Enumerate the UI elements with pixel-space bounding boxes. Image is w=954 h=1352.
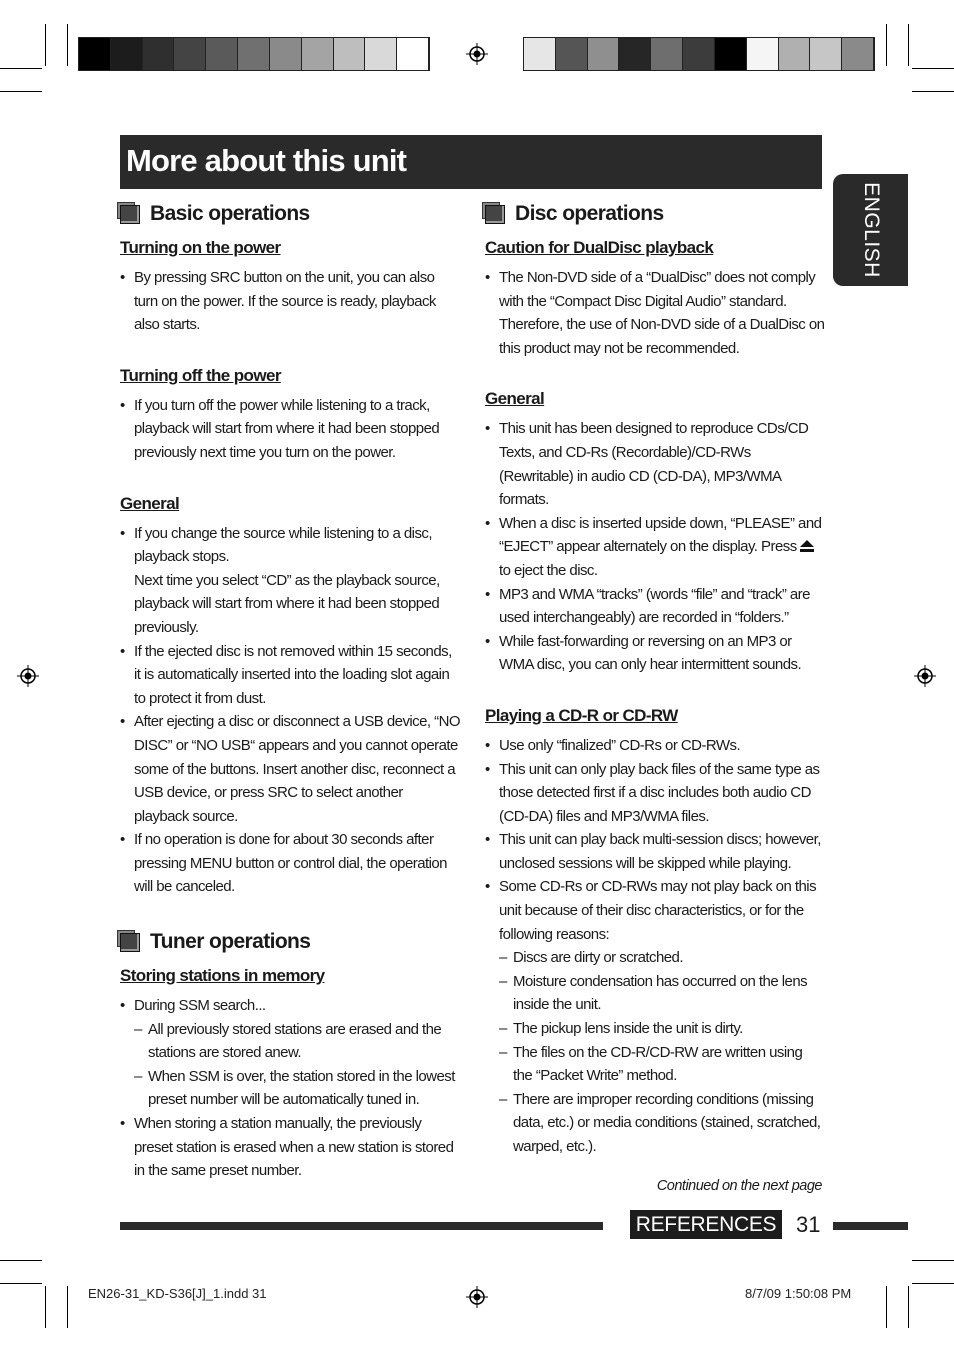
- subheading-turning-on: Turning on the power: [120, 238, 281, 257]
- color-swatch: [619, 38, 651, 70]
- color-swatch: [651, 38, 683, 70]
- list-item: • When storing a station manually, the previously preset station is erased when a new station is stored in the same preset number.: [120, 1112, 460, 1183]
- color-bar-left: [78, 37, 430, 71]
- list-caution: [485, 266, 825, 360]
- left-column: [120, 198, 460, 1183]
- crop-mark: [45, 1286, 46, 1328]
- color-swatch: [588, 38, 620, 70]
- list-subitem: – Moisture condensation has occurred on the lens inside the unit.: [485, 970, 825, 1017]
- list-subitem: – When SSM is over, the station stored in the lowest preset number will be automatically tuned in.: [120, 1065, 460, 1112]
- list-subitem: – All previously stored stations are erased and the stations are stored anew.: [120, 1018, 460, 1065]
- crop-mark: [0, 1260, 42, 1261]
- section-label: REFERENCES: [630, 1210, 782, 1239]
- crop-mark: [0, 1283, 42, 1284]
- subheading-storing-stations: Storing stations in memory: [120, 966, 325, 986]
- list-storing: [120, 994, 460, 1183]
- eject-icon: [800, 540, 814, 552]
- crop-mark: [886, 24, 887, 66]
- list-subitem: – There are improper recording conditions (missing data, etc.) or media conditions (stained, scratched, warped, etc.).: [485, 1088, 825, 1159]
- crop-mark: [886, 1286, 887, 1328]
- section-heading: Basic operations: [150, 202, 310, 225]
- list-item: • This unit can only play back files of the same type as those detected first if a disc includes both audio CD (CD-DA) files and MP3/WMA files.: [485, 758, 825, 829]
- list-item-continuation: Next time you select “CD” as the playback source, playback will start from where it had been stopped previously.: [134, 571, 440, 636]
- crop-mark: [67, 1286, 68, 1328]
- list-general: [120, 522, 460, 900]
- color-swatch: [747, 38, 779, 70]
- crop-mark: [912, 1260, 954, 1261]
- list-subitem: – Discs are dirty or scratched.: [485, 946, 825, 970]
- crop-mark: [0, 91, 42, 92]
- color-swatch: [270, 38, 302, 70]
- section-square-icon: [120, 205, 140, 224]
- list-turning-on: [120, 266, 460, 337]
- subheading-general: General: [485, 389, 545, 409]
- language-tab-label: ENGLISH: [859, 182, 883, 278]
- list-disc-general: [485, 417, 825, 677]
- eject-text-b: to eject the disc.: [499, 561, 598, 579]
- list-item: • If the ejected disc is not removed within 15 seconds, it is automatically inserted into the loading slot again to protect it from dust.: [120, 640, 460, 711]
- page-number: 31: [796, 1212, 821, 1237]
- section-heading: Disc operations: [515, 202, 664, 225]
- subheading-turning-off: Turning off the power: [120, 365, 281, 385]
- color-swatch: [143, 38, 175, 70]
- list-item: • If you turn off the power while listening to a track, playback will start from where it had been stopped previously next time you turn on the power.: [120, 394, 460, 465]
- crop-mark: [908, 1286, 909, 1328]
- crop-mark: [0, 68, 42, 69]
- list-item: • During SSM search...: [120, 994, 460, 1018]
- footer-rule: [120, 1222, 603, 1230]
- list-item: • If no operation is done for about 30 seconds after pressing MENU button or control dial, the operation will be canceled.: [120, 828, 460, 899]
- color-swatch: [111, 38, 143, 70]
- list-item: • MP3 and WMA “tracks” (words “file” and “track” are used interchangeably) are recorded in “folders.”: [485, 583, 825, 630]
- section-disc-operations: [485, 198, 825, 230]
- list-item: • If you change the source while listening to a disc, playback stops.: [120, 522, 460, 569]
- right-column: [485, 198, 825, 1159]
- color-swatch: [524, 38, 556, 70]
- language-tab: [833, 174, 908, 286]
- color-swatch: [556, 38, 588, 70]
- list-item: • After ejecting a disc or disconnect a USB device, “NO DISC” or “NO USB“ appears and you cannot operate some of the buttons. Insert another disc, reconnect a USB device, or press SRC to select another playback source.: [120, 710, 460, 828]
- slug-file: EN26-31_KD-S36[J]_1.indd 31: [88, 1286, 267, 1301]
- registration-mark-icon: [466, 43, 488, 65]
- crop-mark: [67, 24, 68, 66]
- list-item: • Some CD-Rs or CD-RWs may not play back on this unit because of their disc characteristics, or for the following reasons:: [485, 875, 825, 946]
- list-item: • While fast-forwarding or reversing on an MP3 or WMA disc, you can only hear intermittent sounds.: [485, 630, 825, 677]
- color-swatch: [206, 38, 238, 70]
- registration-mark-icon: [17, 665, 39, 687]
- list-item: • The Non-DVD side of a “DualDisc” does not comply with the “Compact Disc Digital Audio” standard. Therefore, the use of Non-DVD side of a DualDisc on this product may not be recommended.: [485, 266, 825, 360]
- color-swatch: [79, 38, 111, 70]
- subheading-playing-cdr: Playing a CD-R or CD-RW: [485, 705, 678, 725]
- title-band: [120, 135, 822, 189]
- crop-mark: [45, 24, 46, 66]
- color-swatch: [842, 38, 874, 70]
- slug-date: 8/7/09 1:50:08 PM: [745, 1286, 852, 1301]
- list-item: • This unit has been designed to reproduce CDs/CD Texts, and CD-Rs (Recordable)/CD-RWs (Rewritable) in audio CD (CD-DA), MP3/WMA formats.: [485, 417, 825, 511]
- list-turning-off: [120, 394, 460, 465]
- color-swatch: [174, 38, 206, 70]
- color-swatch: [302, 38, 334, 70]
- eject-text-a: When a disc is inserted upside down, “PLEASE” and “EJECT” appear alternately on the display. Press: [499, 514, 822, 556]
- section-square-icon: [120, 933, 140, 952]
- list-item: • This unit can play back multi-session discs; however, unclosed sessions will be skipped while playing.: [485, 828, 825, 875]
- color-bar-right: [523, 37, 875, 71]
- crop-mark: [912, 68, 954, 69]
- list-cdr: [485, 734, 825, 1159]
- color-swatch: [779, 38, 811, 70]
- color-swatch: [715, 38, 747, 70]
- color-swatch: [397, 38, 429, 70]
- color-swatch: [365, 38, 397, 70]
- color-swatch: [334, 38, 366, 70]
- list-item: • By pressing SRC button on the unit, you can also turn on the power. If the source is ready, playback also starts.: [120, 266, 460, 337]
- section-basic-operations: [120, 198, 460, 230]
- continued-note: Continued on the next page: [656, 1178, 822, 1194]
- color-swatch: [810, 38, 842, 70]
- crop-mark: [908, 24, 909, 66]
- color-swatch: [238, 38, 270, 70]
- list-item-eject: [485, 512, 825, 583]
- crop-mark: [912, 1283, 954, 1284]
- list-subitem: – The pickup lens inside the unit is dirty.: [485, 1017, 825, 1041]
- section-square-icon: [485, 205, 505, 224]
- subheading-general: General: [120, 493, 180, 513]
- registration-mark-icon: [914, 665, 936, 687]
- section-heading: Tuner operations: [150, 930, 311, 954]
- crop-mark: [912, 91, 954, 92]
- color-swatch: [683, 38, 715, 70]
- footer-rule: [833, 1222, 908, 1230]
- list-item: • Use only “finalized” CD-Rs or CD-RWs.: [485, 734, 825, 758]
- registration-mark-icon: [466, 1286, 488, 1308]
- list-subitem: – The files on the CD-R/CD-RW are written using the “Packet Write” method.: [485, 1041, 825, 1088]
- subheading-caution-dualdisc: Caution for DualDisc playback: [485, 238, 714, 257]
- page-title: More about this unit: [126, 143, 407, 178]
- section-tuner-operations: [120, 926, 460, 958]
